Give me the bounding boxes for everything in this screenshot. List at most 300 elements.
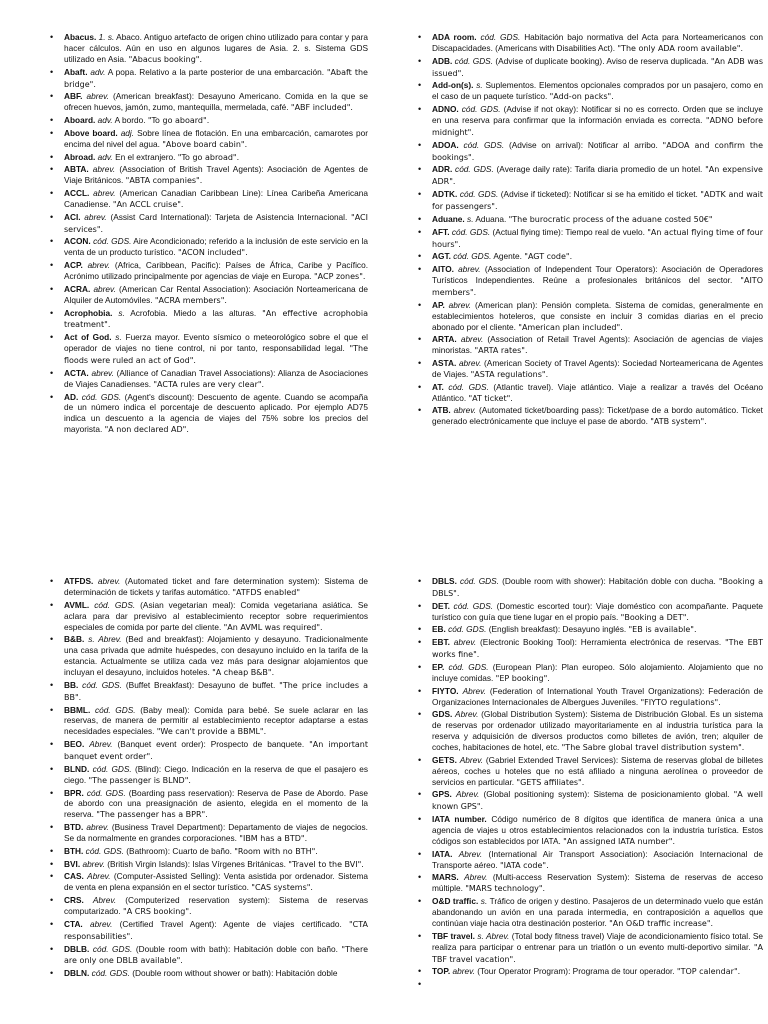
entry-term: FIYTO.: [432, 685, 459, 696]
entry-example: "CTA responsabilities".: [64, 919, 368, 941]
entry-definition: (Domestic escorted tour): Viaje doméstico con acompañante. Paquete turístico con guía que tiene lugar en el propio país.: [432, 600, 764, 622]
entry-definition: (English breakfast): Desayuno inglés.: [488, 624, 627, 635]
entry-pos: Abrev.: [92, 895, 117, 906]
entry-definition: (Advise of duplicate booking). Aviso de reserva duplicada.: [495, 55, 709, 66]
entry-definition: (Advise if not okay): Notificar si no es correcto. Orden que se incluye en una reserva para confirmar que la información enviada es correcta.: [432, 104, 763, 126]
glossary-entry: [50, 634, 368, 679]
glossary-entry: [50, 128, 368, 151]
entry-example: "ABTA companies".: [125, 176, 203, 186]
entry-term: B&B.: [64, 634, 85, 645]
entry-definition: (Blind): Ciego. Indicación en la reserva de que el pasajero es ciego.: [64, 763, 368, 785]
entry-term: ACP.: [64, 260, 83, 271]
entry-term: Aboard.: [64, 115, 96, 126]
entry-definition: (Average daily rate): Tarifa diaria promedio de un hotel.: [496, 164, 703, 175]
entry-term: CTA.: [64, 918, 83, 929]
entry-example: "Booking a DET".: [620, 612, 689, 622]
entry-definition: (Automated ticket/boarding pass): Ticket/pase de a bordo automático. Ticket generado electrónicamente que incluye el pase de abordo.: [432, 405, 763, 427]
entry-pos: cód. GDS.: [82, 679, 123, 690]
entry-pos: cód. GDS.: [453, 600, 494, 611]
entry-term: AD.: [64, 391, 79, 402]
entry-definition: (Business Travel Department): Departamento de viajes de negocios. Se da normalmente en grandes corporaciones.: [64, 822, 368, 844]
glossary-entry: [50, 188, 368, 211]
entry-term: ARTA.: [432, 334, 457, 345]
entry-pos: abrev.: [460, 334, 484, 345]
entry-definition: (Gabriel Extended Travel Services): Sistema de reservas global de billetes aéreos, coches u hoteles que no está afiliado a ninguna aerolínea o proveedor de servicios en particular.: [432, 754, 764, 787]
entry-definition: (Baby meal): Comida para bebé. Se suele aclarar en las reservas, de manera de permitir al establecimiento receptor adaptarse a estas necesidades especiales.: [64, 704, 368, 737]
entry-example: "ACP zones".: [313, 272, 366, 282]
glossary-entry: [418, 755, 763, 789]
entry-example: "Room with no BTH".: [234, 846, 318, 856]
entry-pos: cód. GDS.: [459, 189, 499, 200]
glossary-entry: [418, 140, 763, 164]
entry-example: "The only ADA room available".: [617, 43, 744, 53]
entry-pos: s.: [476, 80, 483, 91]
entry-example: "Travel to the BVI".: [288, 859, 364, 869]
entry-pos: cód. GDS.: [480, 32, 521, 42]
entry-pos: abrev.: [458, 264, 481, 275]
entry-pos: Abrev.: [462, 685, 486, 696]
entry-term: BLND.: [64, 763, 90, 774]
entry-definition: (Africa, Caribbean, Pacific): Países de África, Caribe y Pacífico. Acrónimo utilizado principalmente por agencias de viaje en Europa.: [64, 260, 369, 282]
glossary-block-bottom-right: [418, 576, 763, 991]
entry-definition: (Boarding pass reservation): Reserva de Pase de Abordo. Pase de abordo con una preasignación de asiento, elegida en el momento de la reserva.: [64, 787, 368, 820]
entry-pos: abrev.: [86, 91, 109, 102]
entry-example: "An assigned IATA number".: [563, 836, 675, 846]
entry-pos: cód. GDS.: [81, 391, 122, 402]
entry-term: Abacus.: [64, 32, 97, 42]
entry-term: ADNO.: [432, 104, 459, 115]
entry-definition: (Atlantic travel). Viaje atlántico. Viaje a realizar a través del Océano Atlántico.: [432, 381, 763, 403]
entry-term: ASTA.: [432, 358, 457, 369]
entry-term: ACON.: [64, 236, 91, 247]
entry-pos: abrev.: [86, 822, 109, 833]
entry-example: "AT ticket".: [468, 393, 513, 403]
glossary-entry: [418, 624, 763, 636]
entry-definition: Aire Acondicionado; referido a la inclusión de este servicio en la venta de un producto turístico.: [64, 236, 368, 258]
entry-example: "An expensive ADR".: [432, 165, 763, 187]
entry-example: "ADTK and wait for passengers".: [432, 190, 764, 212]
entry-term: AT.: [432, 381, 444, 392]
entry-example: "GETS affiliates".: [516, 777, 585, 787]
entry-pos: abrev.: [453, 637, 477, 648]
glossary-entry: [50, 788, 368, 822]
entry-example: "TOP calendar".: [676, 967, 741, 977]
entry-pos: s.: [480, 896, 488, 907]
entry-term: Add-on(s).: [432, 80, 474, 91]
entry-definition: Agente.: [493, 251, 522, 262]
glossary-entry: [418, 931, 763, 966]
glossary-entry: [418, 979, 763, 990]
entry-example: "A cheap B&B".: [212, 668, 275, 678]
entry-definition: (British Virgin Islands): Islas Vírgenes Británicas.: [107, 858, 286, 869]
entry-example: "EP booking".: [495, 673, 550, 683]
entry-term: ABTA.: [64, 164, 89, 175]
entry-pos: cód. GDS.: [451, 226, 491, 237]
entry-definition: (Association of Independent Tour Operators): Asociación de Operadores Turísticos Independientes. Reúne a profesionales británicos del sector.: [432, 264, 763, 286]
entry-example: "CAS systems".: [251, 883, 313, 893]
entry-term: ADA room.: [432, 32, 477, 42]
entry-definition: Sobre línea de flotación. En una embarcación, camarotes por encima del nivel del agua.: [64, 127, 369, 149]
entry-example: "An AVML was required".: [223, 622, 323, 632]
entry-pos: abrev.: [453, 405, 477, 416]
glossary-entry: [50, 212, 368, 236]
entry-term: BEO.: [64, 739, 85, 750]
entry-term: ADB.: [432, 55, 453, 66]
entry-pos: cód. GDS.: [91, 968, 130, 979]
entry-definition: En el extranjero.: [115, 151, 176, 162]
entry-definition: A popa. Relativo a la parte posterior de una embarcación.: [107, 66, 325, 77]
entry-example: "An ADB was issued".: [432, 56, 764, 78]
entry-pos: cód. GDS.: [461, 104, 501, 115]
entry-definition: Habitación bajo normativa del Acta para Norteamericanos con Discapacidades. (Americans with Disabilities Act).: [432, 32, 763, 53]
entry-term: CAS.: [64, 871, 84, 882]
glossary-entry: [50, 284, 368, 307]
entry-pos: adv.: [90, 66, 106, 77]
entry-pos: 1. s.: [98, 32, 115, 42]
entry-example: "IBM has a BTD".: [239, 834, 308, 844]
entry-pos: Abrev.: [89, 739, 113, 750]
glossary-entry: [50, 739, 368, 763]
glossary-entry: [418, 576, 763, 600]
entry-pos: cód. GDS.: [85, 845, 124, 856]
glossary-entry: [418, 662, 763, 685]
entry-pos: cód. GDS.: [92, 943, 133, 954]
glossary-entry: [50, 859, 368, 871]
entry-pos: abrev.: [89, 918, 113, 929]
entry-definition: (Computerized reservation system): Sistema de reservas computarizado.: [64, 895, 368, 917]
entry-term: IATA number.: [432, 814, 487, 825]
entry-definition: (Advise on arrival): Notificar al arribo.: [509, 139, 658, 150]
entry-pos: cód. GDS.: [94, 599, 136, 610]
entry-pos: cód. GDS.: [93, 236, 132, 247]
glossary-entry: [418, 104, 763, 139]
entry-pos: s. Abrev.: [88, 634, 122, 645]
entry-example: "ASTA regulations".: [470, 369, 549, 379]
entry-example: "To go aboard".: [147, 116, 210, 126]
entry-definition: Aduana.: [475, 213, 507, 224]
entry-pos: abrev.: [87, 260, 111, 271]
glossary-block-top-left: [50, 32, 368, 437]
entry-definition: (Advise if ticketed): Notificar si se ha emitido el ticket.: [500, 189, 698, 200]
entry-pos: abrev.: [448, 299, 472, 310]
entry-term: GETS.: [432, 754, 457, 765]
glossary-entry: [418, 189, 763, 213]
entry-term: EB.: [432, 624, 446, 635]
entry-example: "A non declared AD".: [104, 425, 189, 435]
entry-term: ADOA.: [432, 139, 459, 150]
entry-definition: (Banquet event order): Prospecto de banquete.: [117, 739, 305, 750]
entry-definition: (Total body fitness travel) Viaje de acondicionamiento físico total. Se realiza para participar o entrenar para un triatlón o un evento multi-deportivo similar.: [432, 930, 763, 952]
entry-term: BTD.: [64, 822, 84, 833]
entry-definition: Tráfico de origen y destino. Pasajeros de un determinado vuelo que están abandonando un avión en una parada intermedia, en contraposición a aquellos que continúan viaje hacia otra destinación posterior.: [432, 896, 764, 928]
glossary-entry: [418, 814, 763, 848]
entry-definition: (American Car Rental Association): Asociación Norteamericana de Alquiler de Automóviles.: [64, 283, 369, 305]
entry-example: "An effective acrophobia treatment".: [64, 308, 368, 330]
entry-term: ATB.: [432, 405, 451, 416]
entry-example: "The floods were ruled an act of God".: [64, 344, 368, 366]
glossary-entry: [50, 308, 368, 332]
glossary-entry: [50, 705, 368, 739]
entry-definition: Fuerza mayor. Evento sísmico o meteorológico sobre el que el operador de viajes no tiene control, ni por tanto, responsabilidad legal.: [64, 332, 368, 354]
entry-example: "The passenger is BLND".: [88, 775, 191, 785]
entry-example: "The burocratic process of the aduane costed 50€": [508, 214, 713, 224]
glossary-entry: [418, 32, 763, 55]
entry-pos: cód. GDS.: [459, 576, 499, 586]
entry-example: "An important banquet event order".: [64, 740, 368, 762]
entry-definition: (Electronic Booking Tool): Herramienta electrónica de reservas.: [480, 637, 722, 648]
glossary-entry: [50, 576, 368, 599]
entry-term: TBF travel.: [432, 930, 475, 941]
entry-example: "The passenger has a BPR".: [96, 810, 208, 820]
entry-pos: cód. GDS.: [455, 164, 494, 175]
entry-example: "ATFDS enabled": [232, 587, 301, 597]
entry-example: "A TBF travel vacation".: [432, 942, 763, 964]
entry-definition: (Asian vegetarian meal): Comida vegetariana asiática. Se aclara para dar previsivo al establecimiento receptor sobre requerimientos especiales de comida por parte del cliente.: [64, 599, 368, 632]
entry-definition: (American plan): Pensión completa. Sistema de comidas, generalmente en establecimientos hoteleros, que consiste en incluir 3 comidas diarias en el precio abonado por el cliente.: [432, 299, 763, 332]
entry-term: Abroad.: [64, 151, 96, 162]
glossary-entry: [50, 236, 368, 259]
glossary-entry: [418, 164, 763, 188]
entry-pos: cód. GDS.: [86, 787, 126, 798]
entry-example: "The EBT works fine".: [432, 638, 764, 660]
entry-example: "AGT code".: [524, 252, 573, 262]
entry-term: ACCL.: [64, 188, 90, 199]
entry-definition: Código numérico de 8 dígitos que identifica de manera única a una agencia de viajes u otros establecimientos relacionados con la industria turística. Estos códigos son establecidos por IATA.: [432, 814, 763, 846]
entry-example: "The Sabre global travel distribution system".: [561, 743, 745, 753]
entry-term: ACI.: [64, 211, 81, 222]
glossary-entry: [50, 32, 368, 66]
entry-term: MARS.: [432, 872, 459, 883]
entry-term: DBLS.: [432, 576, 457, 586]
entry-pos: Abrev.: [455, 709, 479, 720]
entry-term: GPS.: [432, 789, 452, 800]
entry-definition: (International Air Transport Association): Asociación Internacional de Transporte aéreo.: [432, 848, 763, 870]
entry-term: GDS.: [432, 709, 453, 720]
glossary-entry: [418, 637, 763, 661]
entry-definition: (Automated ticket and fare determination system): Sistema de determinación de tickets y tarifas automático.: [64, 576, 368, 597]
glossary-entry: [418, 709, 763, 754]
glossary-entry: [418, 849, 763, 872]
glossary-entry: [50, 600, 368, 634]
entry-definition: (Global Distribution System): Sistema de Distribución Global. Es un sistema de reservas por ordenador utilizado mayoritariamente en al industria turística para la reserva y adquisición de diversos productos como billetes de avión, tren; alquiler de coches, habitaciones de hotel, etc.: [432, 709, 763, 753]
entry-pos: cód. GDS.: [454, 55, 494, 66]
glossary-entry: [418, 358, 763, 381]
entry-pos: adj.: [120, 127, 135, 138]
entry-example: "American plan included".: [518, 322, 623, 332]
glossary-entry: [418, 56, 763, 80]
entry-example: "The price includes a BB".: [64, 680, 368, 702]
entry-definition: (Assist Card International): Tarjeta de Asistencia Internacional.: [110, 211, 348, 222]
entry-pos: cód. GDS.: [463, 139, 505, 150]
entry-definition: (Bed and breakfast): Alojamiento y desayuno. Tradicionalmente una casa privada que admite huéspedes, con desayuno incluido en la tarifa de la estancia. Actualmente se utiliza cada vez más para designar alojamientos que incluyan el desayuno, incluidos hoteles.: [64, 634, 368, 678]
entry-pos: cód. GDS.: [448, 624, 487, 635]
entry-definition: A bordo.: [114, 115, 146, 126]
entry-definition: Acrofobia. Miedo a las alturas.: [130, 307, 257, 318]
glossary-entry: [418, 251, 763, 263]
entry-pos: cód. GDS.: [94, 704, 136, 715]
entry-term: DBLN.: [64, 968, 90, 979]
entry-example: "We can't provide a BBML".: [156, 727, 267, 737]
entry-term: O&D traffic.: [432, 896, 479, 907]
entry-term: EBT.: [432, 637, 450, 648]
entry-example: "EB is available".: [628, 625, 697, 635]
entry-pos: abrev.: [452, 966, 475, 977]
entry-definition: (Buffet Breakfast): Desayuno de buffet.: [125, 679, 276, 690]
entry-example: "ACRA members".: [154, 295, 227, 305]
entry-pos: s. Abrev.: [477, 930, 510, 941]
entry-term: ADTK.: [432, 189, 458, 200]
entry-example: "An actual flying time of four hours".: [432, 227, 763, 249]
entry-definition: (Multi-access Reservation System): Sistema de reservas de acceso múltiple.: [432, 872, 763, 894]
entry-pos: abrev.: [84, 211, 107, 222]
glossary-entry: [50, 919, 368, 943]
glossary-entry: [418, 405, 763, 428]
entry-pos: abrev.: [458, 358, 482, 369]
entry-definition: (American Canadian Caribbean Line): Línea Caribeña Americana Canadiense.: [64, 188, 369, 209]
entry-term: BVI.: [64, 858, 81, 869]
entry-example: "ACTA rules are very clear".: [153, 379, 265, 389]
entry-definition: (Actual flying time): Tiempo real de vuelo.: [492, 226, 645, 237]
glossary-entry: [418, 300, 763, 334]
entry-example: "FIYTO regulations".: [640, 697, 721, 707]
entry-pos: abrev.: [92, 164, 116, 175]
glossary-entry: [418, 382, 763, 405]
entry-example: "IATA code".: [499, 860, 549, 870]
entry-definition: Abaco. Antiguo artefacto de origen chino utilizado para contar y para hacer cálculos. Aún en uso en algunos lugares de Asia. 2. s. Sistema GDS utilizado en Asia.: [64, 32, 368, 64]
glossary-entry: [418, 686, 763, 709]
entry-definition: (Agent's discount): Descuento de agente. Cuando se acompaña de un número indica el porcentaje de descuento aplicado. Por ejemplo AD75 indica un descuento a la agencia de viajes del 75% sobre los precios del mayorista.: [64, 391, 369, 435]
entry-term: BTH.: [64, 845, 84, 856]
entry-pos: abrev.: [91, 367, 114, 378]
entry-definition: (Global positioning system): Sistema de posicionamiento global.: [483, 789, 730, 800]
entry-definition: (Certified Travel Agent): Agente de viajes certificado.: [119, 918, 342, 929]
entry-example: "There are only one DBLB available".: [64, 944, 368, 966]
entry-example: "ADNO before midnight".: [432, 116, 763, 137]
entry-definition: (Alliance of Canadian Travel Associations): Alianza de Asociaciones de Viajes Canadienses.: [64, 367, 369, 389]
entry-term: Aduane.: [432, 213, 465, 224]
entry-pos: Abrev.: [455, 789, 480, 800]
entry-example: "ACI services".: [64, 212, 368, 234]
glossary-entry: [50, 91, 368, 114]
entry-definition: (Double room with shower): Habitación doble con ducha.: [502, 576, 716, 586]
glossary-entry: [418, 789, 763, 813]
entry-term: AP.: [432, 299, 445, 310]
entry-term: IATA.: [432, 848, 453, 859]
glossary-entry: [50, 67, 368, 91]
entry-definition: (Tour Operator Program): Programa de tour operador.: [477, 966, 675, 977]
glossary-entry: [50, 392, 368, 437]
entry-pos: abrev.: [97, 576, 121, 586]
entry-term: AVML.: [64, 599, 90, 610]
entry-definition: (Association of British Travel Agents): Asociación de Agentes de Viaje Británicos.: [64, 164, 369, 186]
entry-term: Abaft.: [64, 66, 88, 77]
entry-example: "ABF included".: [290, 103, 353, 113]
entry-definition: (Association of Retail Travel Agents): Asociación de agencias de viajes minoristas.: [432, 334, 764, 356]
glossary-entry: [50, 332, 368, 367]
entry-example: "ATB system".: [650, 417, 707, 427]
glossary-entry: [50, 260, 368, 283]
entry-term: TOP.: [432, 966, 451, 977]
glossary-entry: [50, 846, 368, 858]
glossary-entry: [418, 80, 763, 103]
entry-pos: cód. GDS.: [448, 661, 489, 672]
glossary-entry: [50, 944, 368, 968]
glossary-entry: [50, 680, 368, 704]
entry-term: BBML.: [64, 704, 91, 715]
entry-pos: abrev.: [93, 188, 116, 199]
entry-pos: cód. GDS.: [448, 381, 489, 392]
entry-pos: s.: [115, 332, 122, 343]
glossary-block-top-right: [418, 32, 763, 429]
entry-example: "A well known GPS".: [432, 790, 764, 812]
entry-term: BB.: [64, 679, 79, 690]
entry-term: AGT.: [432, 251, 451, 262]
entry-pos: s.: [467, 213, 474, 224]
entry-term: ATFDS.: [64, 576, 94, 586]
glossary-entry: [50, 164, 368, 187]
entry-term: ADR.: [432, 164, 453, 175]
entry-example: "ADOA and confirm the bookings".: [432, 140, 763, 162]
glossary-block-bottom-left: [50, 576, 368, 981]
entry-pos: Abrev.: [458, 848, 483, 859]
glossary-entry: [50, 764, 368, 787]
entry-example: "ACON included".: [177, 248, 248, 258]
entry-definition: (Bathroom): Cuarto de baño.: [126, 845, 232, 856]
glossary-entry: [50, 152, 368, 164]
glossary-entry: [50, 368, 368, 391]
entry-definition: (Double room without shower or bath): Habitación doble: [132, 968, 338, 979]
entry-definition: (American breakfast): Desayuno Americano. Comida en la que se ofrecen huevos, jamón, zumo, mantequilla, mermelada, café.: [64, 91, 368, 113]
entry-term: BPR.: [64, 787, 84, 798]
entry-example: "Abaft the bridge".: [64, 67, 368, 89]
entry-term: Acrophobia.: [64, 307, 113, 318]
entry-example: "A CRS booking".: [123, 907, 192, 917]
entry-example: "AITO members".: [432, 276, 763, 297]
entry-term: AFT.: [432, 226, 450, 237]
glossary-entry: [50, 115, 368, 127]
entry-term: DET.: [432, 600, 450, 611]
glossary-entry: [418, 227, 763, 251]
entry-term: CRS.: [64, 895, 84, 906]
entry-definition: (European Plan): Plan europeo. Sólo alojamiento. Alojamiento que no incluye comidas.: [432, 661, 764, 683]
entry-example: "ARTA rates".: [474, 346, 528, 356]
entry-definition: Suplementos. Elementos opcionales comprados por un pasajero, como en el caso de un paquete turístico.: [432, 80, 764, 102]
entry-definition: (Computer-Assisted Selling): Venta asistida por ordenador. Sistema de venta en plena expansión en el sector turístico.: [64, 871, 369, 893]
entry-pos: cód. GDS.: [453, 251, 492, 262]
glossary-entry: [418, 896, 763, 930]
glossary-entry: [50, 968, 368, 980]
entry-definition: (Federation of International Youth Travel Organizations): Federación de Organizaciones Internacionales de Albergues Juveniles.: [432, 685, 763, 707]
glossary-entry: [418, 264, 763, 299]
entry-definition: (American Society of Travel Agents): Sociedad Norteamericana de Agentes de Viajes.: [432, 358, 764, 379]
entry-pos: abrev.: [82, 858, 105, 869]
entry-term: ACRA.: [64, 283, 91, 294]
entry-term: ABF.: [64, 91, 83, 102]
entry-example: "An O&D traffic increase".: [609, 918, 714, 928]
entry-term: AITO.: [432, 264, 454, 275]
entry-term: DBLB.: [64, 943, 90, 954]
entry-term: Act of God.: [64, 332, 112, 343]
glossary-entry: [50, 822, 368, 845]
entry-example: "Booking a DBLS".: [432, 577, 763, 598]
entry-pos: adv.: [97, 151, 113, 162]
glossary-entry: [418, 872, 763, 895]
glossary-entry: [418, 214, 763, 226]
entry-term: EP.: [432, 661, 445, 672]
entry-term: ACTA.: [64, 367, 89, 378]
entry-pos: adv.: [97, 115, 113, 126]
glossary-entry: [418, 601, 763, 624]
